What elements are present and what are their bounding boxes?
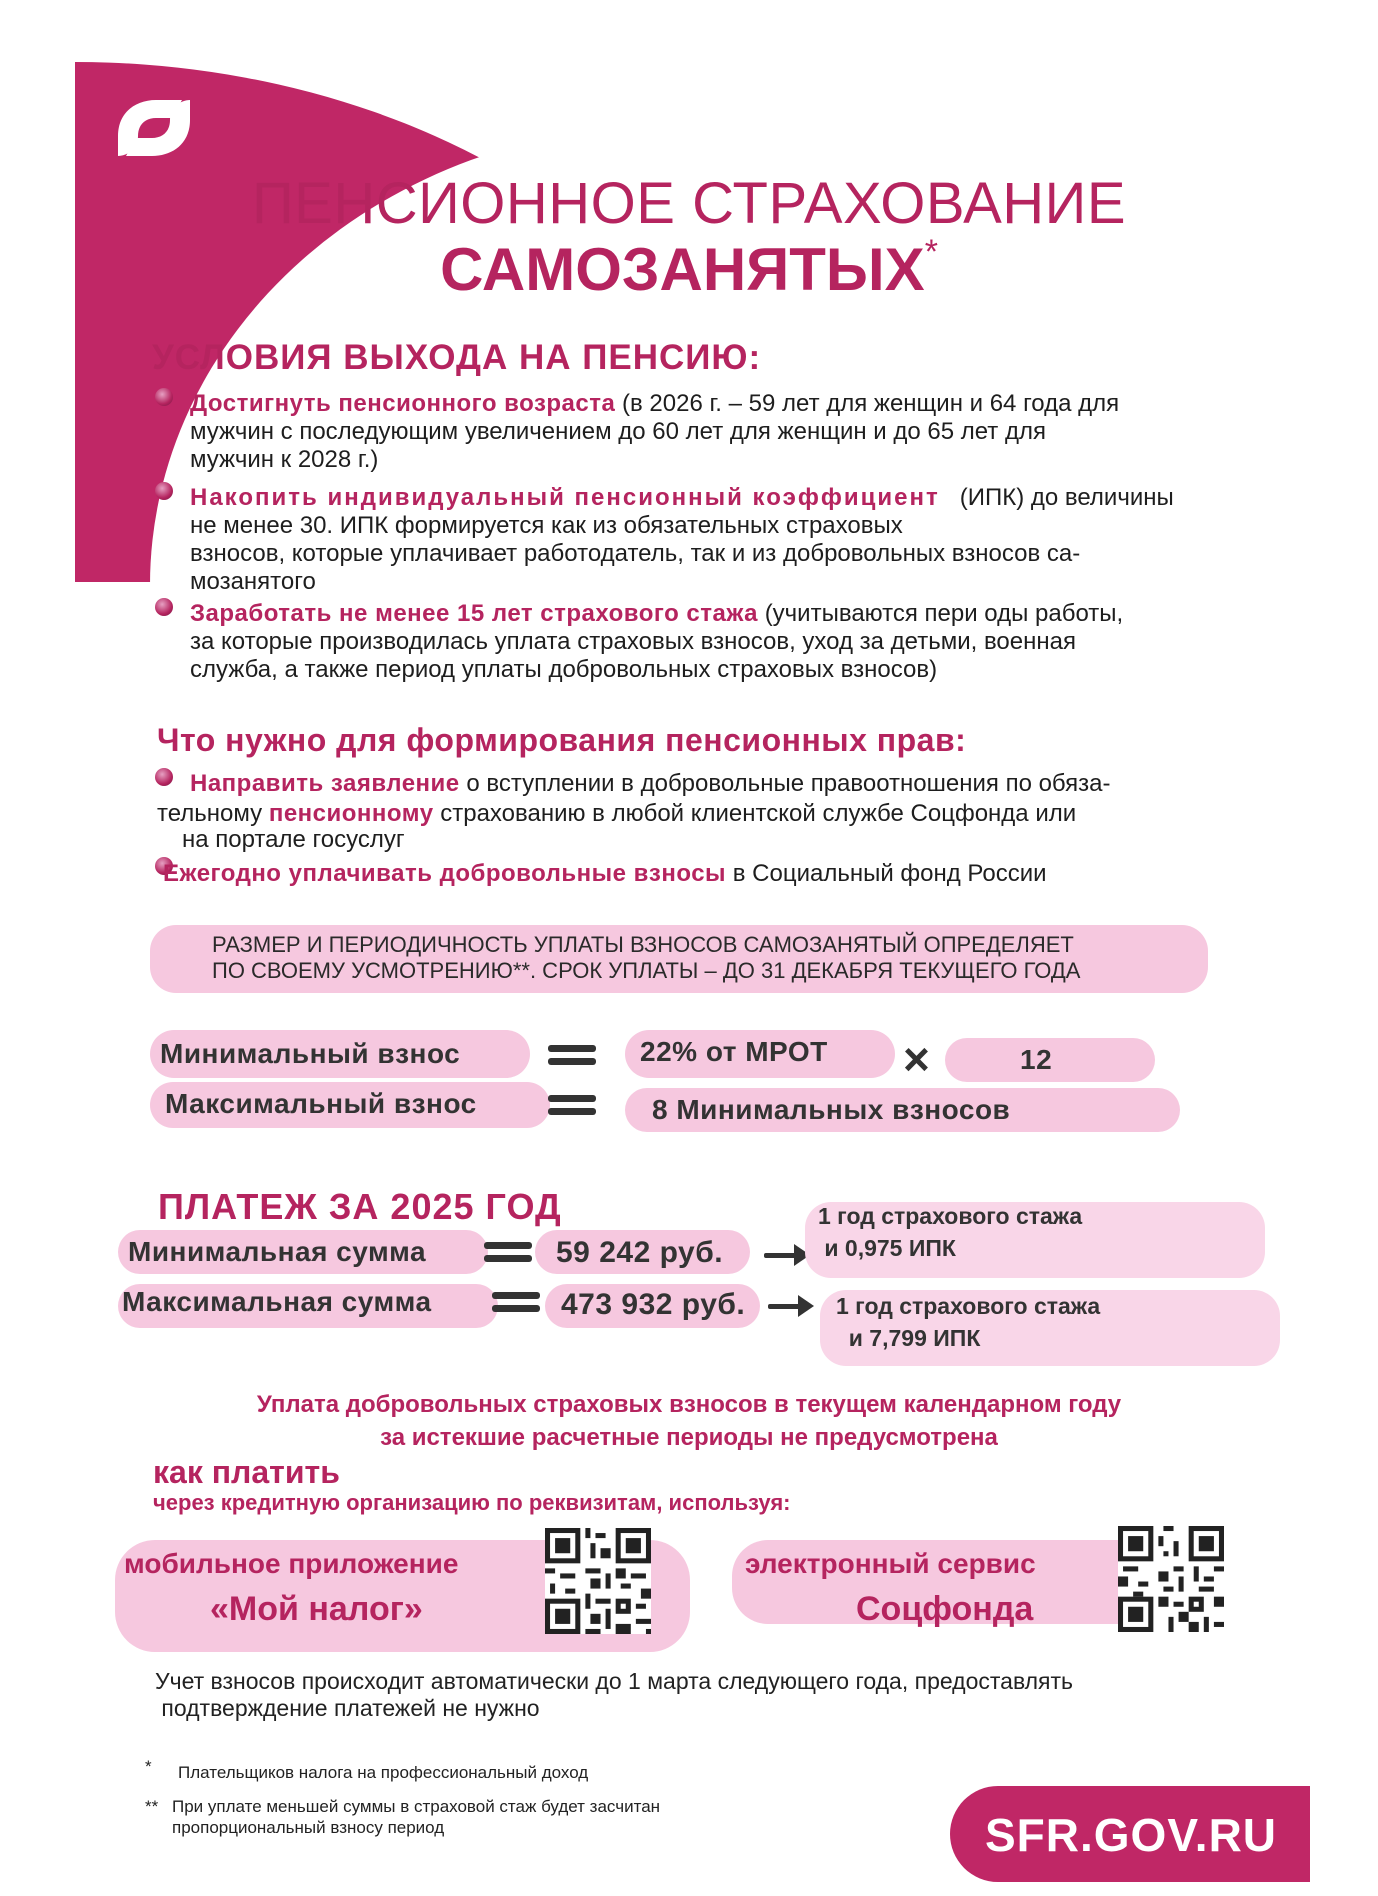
bullet-icon <box>155 388 173 406</box>
sfr-logo-icon <box>98 78 210 178</box>
payment-min-result: 1 год страхового стажа и 0,975 ИПК <box>818 1203 1083 1261</box>
rights-item-application: Направить заявление о вступлении в добровольные правоотношения по обяза- <box>190 770 1111 797</box>
option-my-tax-line1: мобильное приложение <box>124 1548 459 1579</box>
condition-item-experience: Заработать не менее 15 лет страхового стажа (учитываются пери оды работы, за которые производилась уплата страховых взносов, уход за детьми, военная служба, а также период уплаты добровольных страховых взносов) <box>190 600 1124 683</box>
accounting-note: Учет взносов происходит автоматически до 1 марта следующего года, предоставлять подтверждение платежей не нужно <box>155 1668 1074 1721</box>
warning-text: Уплата добровольных страховых взносов в текущем календарном году за истекшие расчетные периоды не предусмотрена <box>256 1391 1122 1451</box>
qr-code-icon <box>1118 1526 1224 1632</box>
bullet-icon <box>155 482 173 500</box>
site-link[interactable]: SFR.GOV.RU <box>985 1809 1278 1861</box>
condition-item-ipk: Накопить индивидуальный пенсионный коэффициент (ИПК) до величины не менее 30. ИПК формируется как из обязательных страховых взносов, которые уплачивает работодатель, так и из добровольных взносов са- мозанятого <box>190 484 1174 595</box>
howto-heading: как платить <box>153 1454 340 1490</box>
payment-max-result: 1 год страхового стажа и 7,799 ИПК <box>836 1293 1101 1351</box>
payment-max-label: Максимальная сумма <box>122 1286 432 1317</box>
equals-icon <box>548 1045 596 1065</box>
footnote-1-mark: * <box>145 1757 152 1776</box>
payment-min-label: Минимальная сумма <box>128 1236 427 1267</box>
page-title-line1: ПЕНСИОННОЕ СТРАХОВАНИЕ <box>251 171 1127 236</box>
howto-subheading: через кредитную организацию по реквизитам, используя: <box>153 1490 791 1515</box>
conditions-heading: УСЛОВИЯ ВЫХОДА НА ПЕНСИЮ: <box>152 338 762 377</box>
equals-icon <box>492 1292 540 1312</box>
payment-max-value: 473 932 руб. <box>561 1288 746 1321</box>
equals-icon <box>484 1242 532 1262</box>
qr-code-icon <box>545 1528 651 1634</box>
option-sfr-line2: Соцфонда <box>856 1590 1034 1628</box>
page-title-line2: САМОЗАНЯТЫХ* <box>440 233 938 303</box>
multiply-icon: × <box>903 1033 930 1085</box>
bullet-icon <box>155 598 173 616</box>
payment-heading: ПЛАТЕЖ ЗА 2025 ГОД <box>158 1186 562 1227</box>
formula-factor: 12 <box>1020 1044 1053 1075</box>
rights-heading: Что нужно для формирования пенсионных прав: <box>157 722 967 758</box>
payment-min-value: 59 242 руб. <box>556 1236 724 1269</box>
formula-min-label: Минимальный взнос <box>160 1038 461 1069</box>
condition-item-age: Достигнуть пенсионного возраста (в 2026 г. – 59 лет для женщин и 64 года для мужчин с последующим увеличением до 60 лет для женщин и до 65 лет для мужчин к 2028 г.) <box>190 390 1120 473</box>
formula-max-value: 8 Минимальных взносов <box>652 1094 1011 1125</box>
option-sfr-line1: электронный сервис <box>745 1548 1036 1579</box>
arrow-right-icon <box>768 1295 814 1317</box>
footnote-2: При уплате меньшей суммы в страховой стаж будет засчитан пропорциональный взносу период <box>172 1797 661 1837</box>
formula-max-label: Максимальный взнос <box>165 1088 477 1119</box>
rights-item-payment: Ежегодно уплачивать добровольные взносы в Социальный фонд России <box>163 860 1047 887</box>
notice-text: РАЗМЕР И ПЕРИОДИЧНОСТЬ УПЛАТЫ ВЗНОСОВ САМОЗАНЯТЫЙ ОПРЕДЕЛЯЕТ ПО СВОЕМУ УСМОТРЕНИЮ**. СРОК УПЛАТЫ – ДО 31 ДЕКАБРЯ ТЕКУЩЕГО ГОДА <box>212 932 1081 983</box>
footnote-1: Плательщиков налога на профессиональный доход <box>178 1763 589 1782</box>
bullet-icon <box>155 768 173 786</box>
formula-min-value: 22% от МРОТ <box>640 1036 828 1067</box>
rights-item-application-line2: тельному пенсионному страхованию в любой клиентской службе Соцфонда или <box>157 800 1077 827</box>
option-my-tax-line2: «Мой налог» <box>210 1590 423 1628</box>
footnote-2-mark: ** <box>145 1797 159 1816</box>
arrow-right-icon <box>764 1244 810 1266</box>
rights-item-application-line3: на портале госуслуг <box>182 826 405 853</box>
equals-icon <box>548 1095 596 1115</box>
